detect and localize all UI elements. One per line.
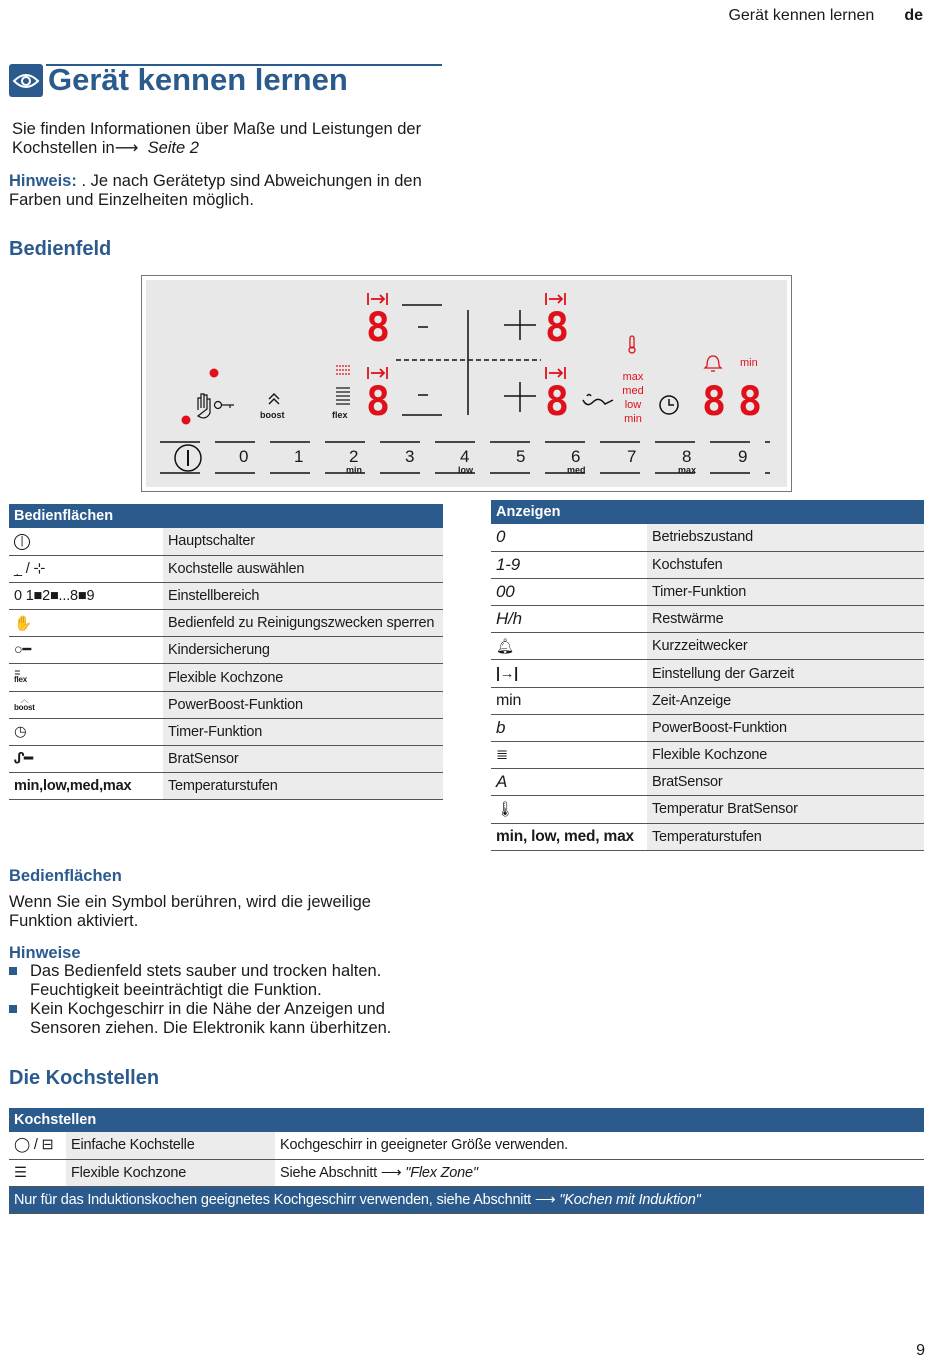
arrow-icon: ⟶ — [380, 1164, 402, 1181]
power-slider[interactable] — [146, 447, 787, 475]
hinweise-list — [9, 962, 429, 1038]
flex-zone-link[interactable]: "Flex Zone" — [405, 1164, 478, 1181]
page-title: Gerät kennen lernen — [48, 62, 348, 97]
table-row — [9, 528, 443, 555]
table-cell: BratSensor — [163, 746, 443, 773]
table-header: Anzeigen — [491, 500, 924, 524]
table-cell: Einstellung der Garzeit — [647, 660, 924, 687]
table-cell: min,low,med,max — [9, 773, 163, 800]
table-header: Bedienflächen — [9, 504, 443, 528]
temp-level-med[interactable]: med — [622, 385, 644, 397]
table-cell: b — [491, 714, 647, 741]
timer-arrow-icon: |→| — [496, 665, 519, 682]
table-cell: Bedienfeld zu Reinigungszwecken sperren — [163, 610, 443, 637]
table-footer: Nur für das Induktionskochen geeignetes Kochgeschirr verwenden, siehe Abschnitt ⟶ "Kochen mit Induktion" — [9, 1186, 924, 1213]
slider-sub-max: max — [678, 465, 697, 475]
list-item: Das Bedienfeld stets sauber und trocken halten. Feuchtigkeit beeinträchtigt die Funktion. — [9, 962, 429, 1000]
table-row — [9, 718, 443, 745]
hint-label: Hinweis: — [9, 172, 77, 190]
anzeigen-table — [491, 500, 924, 851]
slider-step-8[interactable]: 8 — [682, 447, 692, 466]
table-row — [491, 524, 924, 551]
hand-icon: ✋ — [14, 615, 32, 632]
kochstellen-table — [9, 1108, 924, 1214]
slider-step-0[interactable]: 0 — [239, 447, 249, 466]
slider-step-3[interactable]: 3 — [405, 447, 415, 466]
slider-sub-low: low — [458, 465, 473, 475]
slider-step-1[interactable]: 1 — [294, 447, 304, 466]
min-indicator: min — [740, 357, 758, 369]
table-cell: Kindersicherung — [163, 637, 443, 664]
main-switch-icon: | — [14, 534, 30, 550]
table-row — [491, 606, 924, 633]
table-row — [491, 551, 924, 578]
table-cell: min — [491, 687, 647, 714]
header-section: Gerät kennen lernen — [728, 7, 875, 24]
table-row — [491, 687, 924, 714]
hand-icon[interactable] — [198, 394, 210, 418]
single-zone-icon: ◯ / ⊟ — [14, 1137, 54, 1154]
table-row — [9, 746, 443, 773]
table-cell: Timer-Funktion — [647, 578, 924, 605]
table-cell: Betriebszustand — [647, 524, 924, 551]
table-cell: Einstellbereich — [163, 582, 443, 609]
table-cell: Kochstufen — [647, 551, 924, 578]
table-row — [9, 637, 443, 664]
table-cell: Zeit-Anzeige — [647, 687, 924, 714]
table-cell: 00 — [491, 578, 647, 605]
fry-sensor-icon[interactable] — [583, 395, 613, 405]
table-cell: 1-9 — [491, 551, 647, 578]
intro-text: Sie finden Informationen über Maße und Leistungen der Kochstellen in — [12, 120, 422, 157]
table-row — [9, 691, 443, 718]
induction-link[interactable]: "Kochen mit Induktion" — [559, 1191, 701, 1208]
table-cell: Kochstelle auswählen — [163, 555, 443, 582]
control-panel — [146, 280, 787, 487]
table-cell: Flexible Kochzone — [647, 742, 924, 769]
clock-icon: ◷ — [14, 723, 27, 740]
boost-icon[interactable] — [269, 394, 279, 404]
flex-icon: ≣ flex — [14, 668, 27, 685]
slider-step-9[interactable]: 9 — [738, 447, 748, 466]
boost-icon: ︿ boost — [14, 694, 35, 712]
timer-digit-2: 8 — [738, 379, 763, 425]
slider-step-5[interactable]: 5 — [516, 447, 526, 466]
table-cell: Hauptschalter — [163, 528, 443, 555]
eye-icon — [9, 64, 43, 97]
bell-icon: 🔔︎ — [496, 638, 515, 655]
running-header — [728, 7, 923, 25]
slider-step-6[interactable]: 6 — [571, 447, 581, 466]
heading-kochstellen: Die Kochstellen — [9, 1067, 160, 1089]
table-row — [491, 660, 924, 687]
timer-digit-1: 8 — [702, 379, 727, 425]
temperature-levels — [620, 370, 646, 426]
table-row — [9, 610, 443, 637]
table-cell: A — [491, 769, 647, 796]
table-row — [491, 714, 924, 741]
slider-sub-med: med — [567, 465, 586, 475]
display-digit-front-right: 8 — [545, 305, 570, 351]
hint-paragraph — [9, 172, 429, 210]
table-row — [491, 769, 924, 796]
arrow-icon: ⟶ — [534, 1191, 556, 1208]
table-cell: 0 — [491, 524, 647, 551]
slider-step-7[interactable]: 7 — [627, 447, 637, 466]
flex-icon: ≣ — [496, 747, 508, 764]
thermometer-icon: 🌡︎ — [496, 801, 515, 818]
intro-paragraph — [9, 120, 429, 158]
heading-bedienflaechen: Bedienflächen — [9, 867, 122, 885]
flex-label: flex — [332, 410, 348, 420]
page-number: 9 — [916, 1342, 925, 1359]
list-item: Kein Kochgeschirr in die Nähe der Anzeigen und Sensoren ziehen. Die Elektronik kann überhitzen. — [9, 1000, 429, 1038]
table-cell: Flexible Kochzone — [163, 664, 443, 691]
table-cell: PowerBoost-Funktion — [647, 714, 924, 741]
table-cell: min, low, med, max — [491, 823, 647, 850]
arrow-icon: ⟶ — [114, 139, 139, 157]
table-cell: H/h — [491, 606, 647, 633]
table-cell: Temperaturstufen — [647, 823, 924, 850]
table-row — [491, 633, 924, 660]
slider-sub-min: min — [346, 465, 363, 475]
table-row — [9, 555, 443, 582]
bullet-icon — [9, 967, 17, 975]
table-row — [491, 823, 924, 850]
bullet-icon — [9, 1005, 17, 1013]
table-cell: BratSensor — [647, 769, 924, 796]
flex-icon[interactable] — [336, 366, 350, 404]
intro-link[interactable]: Seite 2 — [147, 139, 199, 157]
flex-zone-icon: ☰ — [14, 1164, 27, 1181]
boost-label: boost — [260, 410, 285, 420]
table-footer-row — [9, 1186, 924, 1213]
heading-hinweise: Hinweise — [9, 944, 81, 962]
table-cell: Temperatur BratSensor — [647, 796, 924, 823]
table-header: Kochstellen — [9, 1108, 924, 1132]
slider-step-2[interactable]: 2 — [349, 447, 359, 466]
display-digit-front-left: 8 — [366, 305, 391, 351]
table-row — [9, 1159, 924, 1186]
table-cell: Kurzzeitwecker — [647, 633, 924, 660]
table-row — [491, 796, 924, 823]
table-row — [9, 582, 443, 609]
table-cell: Flexible Kochzone — [66, 1159, 275, 1186]
bedienflaechen-text: Wenn Sie ein Symbol berühren, wird die jeweilige Funktion aktiviert. — [9, 893, 371, 930]
fry-sensor-icon: ᔑ━ — [14, 751, 33, 768]
temp-level-min[interactable]: min — [624, 413, 642, 425]
hint-text: . Je nach Gerätetyp sind Abweichungen in den Farben und Einzelheiten möglich. — [9, 172, 422, 209]
table-cell: PowerBoost-Funktion — [163, 691, 443, 718]
table-cell: Temperaturstufen — [163, 773, 443, 800]
header-lang: de — [904, 7, 923, 24]
heading-bedienfeld: Bedienfeld — [9, 238, 112, 260]
table-cell: Einfache Kochstelle — [66, 1132, 275, 1159]
bell-icon — [705, 356, 721, 371]
table-row — [9, 773, 443, 800]
table-row — [9, 1132, 924, 1159]
table-cell: Kochgeschirr in geeigneter Größe verwenden. — [275, 1132, 924, 1159]
slider-step-4[interactable]: 4 — [460, 447, 470, 466]
table-row — [491, 578, 924, 605]
temp-level-low[interactable]: low — [624, 399, 642, 411]
table-cell: Restwärme — [647, 606, 924, 633]
key-icon: ○━ — [14, 642, 32, 659]
key-icon[interactable] — [215, 402, 235, 409]
table-row — [491, 742, 924, 769]
display-digit-rear-right: 8 — [545, 379, 570, 425]
table-cell: Timer-Funktion — [163, 718, 443, 745]
zone-select-icon: _̣ / ⊹ — [14, 560, 46, 577]
table-row — [9, 664, 443, 691]
bedienflaechen-table — [9, 504, 443, 800]
display-digit-rear-left: 8 — [366, 379, 391, 425]
table-cell: 0 1■2■...8■9 — [9, 582, 163, 609]
table-cell: Siehe Abschnitt ⟶ "Flex Zone" — [275, 1159, 924, 1186]
temp-level-max[interactable]: max — [622, 371, 644, 383]
thermometer-icon — [629, 336, 635, 353]
